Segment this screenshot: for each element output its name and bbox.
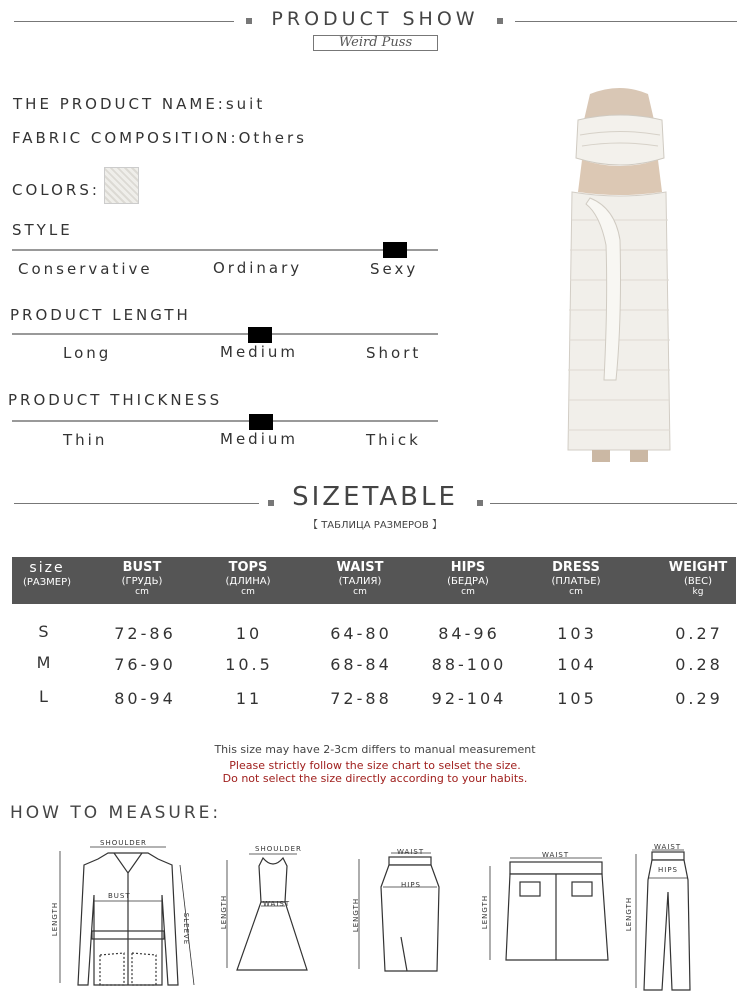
cell-hips: 84-96: [438, 624, 500, 643]
thickness-option-thick: Thick: [366, 431, 421, 449]
cell-tops: 10: [235, 624, 263, 643]
cell-tops: 11: [235, 689, 263, 708]
page-title: PRODUCT SHOW: [271, 8, 479, 30]
label-bust: BUST: [108, 892, 131, 900]
cell-waist: 64-80: [330, 624, 392, 643]
label-waist: WAIST: [654, 843, 682, 851]
shorts-measure-diagram: [478, 848, 613, 978]
cell-size: S: [38, 622, 52, 641]
label-waist: WAIST: [542, 851, 570, 859]
label-waist: WAIST: [397, 848, 425, 856]
cell-hips: 92-104: [431, 689, 507, 708]
length-label: PRODUCT LENGTH: [10, 306, 191, 324]
cell-bust: 76-90: [114, 655, 176, 674]
header-rule-right: [515, 21, 737, 22]
col-weight: WEIGHT (ВЕС) kg: [668, 560, 728, 597]
length-option-long: Long: [63, 344, 112, 362]
product-photo: [520, 80, 720, 470]
measure-title: HOW TO MEASURE:: [10, 803, 222, 823]
skirt-measure-diagram: [345, 845, 445, 975]
thickness-label: PRODUCT THICKNESS: [8, 391, 223, 409]
label-length: LENGTH: [352, 897, 361, 933]
label-shoulder: SHOULDER: [255, 845, 302, 853]
pants-measure-diagram: [622, 840, 702, 995]
label-hips: HIPS: [658, 866, 678, 874]
size-table-header: [12, 557, 736, 604]
col-size: size (РАЗМЕР): [22, 560, 72, 588]
cell-size: L: [39, 687, 51, 706]
label-hips: HIPS: [401, 881, 421, 889]
cell-bust: 80-94: [114, 689, 176, 708]
cell-bust: 72-86: [114, 624, 176, 643]
thickness-option-thin: Thin: [63, 431, 108, 449]
size-warning-1: Please strictly follow the size chart to selset the size.: [229, 759, 521, 772]
style-marker: [383, 242, 407, 258]
style-label: STYLE: [12, 221, 73, 239]
cell-weight: 0.29: [675, 689, 723, 708]
cell-hips: 88-100: [431, 655, 507, 674]
col-hips: HIPS (БЕДРА) cm: [447, 560, 489, 597]
style-option-sexy: Sexy: [370, 260, 419, 278]
cell-size: M: [36, 653, 54, 672]
thickness-option-medium: Medium: [220, 430, 298, 448]
sizetable-dot-right: [477, 500, 483, 506]
label-shoulder: SHOULDER: [100, 839, 147, 847]
label-length: LENGTH: [220, 894, 229, 930]
label-length: LENGTH: [51, 901, 60, 937]
label-waist: WAIST: [263, 900, 291, 908]
fabric-composition: FABRIC COMPOSITION:Others: [12, 129, 307, 147]
size-note: This size may have 2-3cm differs to manual measurement: [214, 743, 536, 756]
brand-box: Weird Puss: [313, 35, 438, 51]
color-swatch-white[interactable]: [104, 167, 139, 204]
sizetable-title: SIZETABLE: [292, 482, 458, 512]
col-dress: DRESS (ПЛАТЬЕ) cm: [551, 560, 601, 597]
cell-waist: 68-84: [330, 655, 392, 674]
sizetable-rule-right: [490, 503, 737, 504]
col-tops: TOPS (ДЛИНА) cm: [225, 560, 271, 597]
label-sleeve: SLEEVE: [182, 912, 191, 946]
col-waist: WAIST (ТАЛИЯ) cm: [336, 560, 384, 597]
jacket-measure-diagram: [50, 835, 200, 995]
label-length: LENGTH: [481, 894, 490, 930]
dress-measure-diagram: [215, 840, 320, 980]
cell-waist: 72-88: [330, 689, 392, 708]
product-name: THE PRODUCT NAME:suit: [13, 95, 266, 113]
header-dot-right: [497, 18, 503, 24]
col-bust: BUST (ГРУДЬ) cm: [121, 560, 163, 597]
length-scale: [12, 333, 438, 335]
thickness-marker: [249, 414, 273, 430]
style-option-ordinary: Ordinary: [213, 259, 303, 277]
cell-dress: 105: [557, 689, 597, 708]
cell-tops: 10.5: [225, 655, 273, 674]
label-length: LENGTH: [625, 896, 634, 932]
cell-dress: 103: [557, 624, 597, 643]
cell-dress: 104: [557, 655, 597, 674]
colors-label: COLORS:: [12, 181, 100, 199]
cell-weight: 0.27: [675, 624, 723, 643]
style-option-conservative: Conservative: [18, 260, 153, 278]
length-option-medium: Medium: [220, 343, 298, 361]
thickness-scale: [12, 420, 438, 422]
length-marker: [248, 327, 272, 343]
length-option-short: Short: [366, 344, 422, 362]
style-scale: [12, 249, 438, 251]
size-warning-2: Do not select the size directly according to your habits.: [222, 772, 528, 785]
sizetable-subtitle: 【 ТАБЛИЦА РАЗМЕРОВ 】: [308, 520, 442, 531]
cell-weight: 0.28: [675, 655, 723, 674]
